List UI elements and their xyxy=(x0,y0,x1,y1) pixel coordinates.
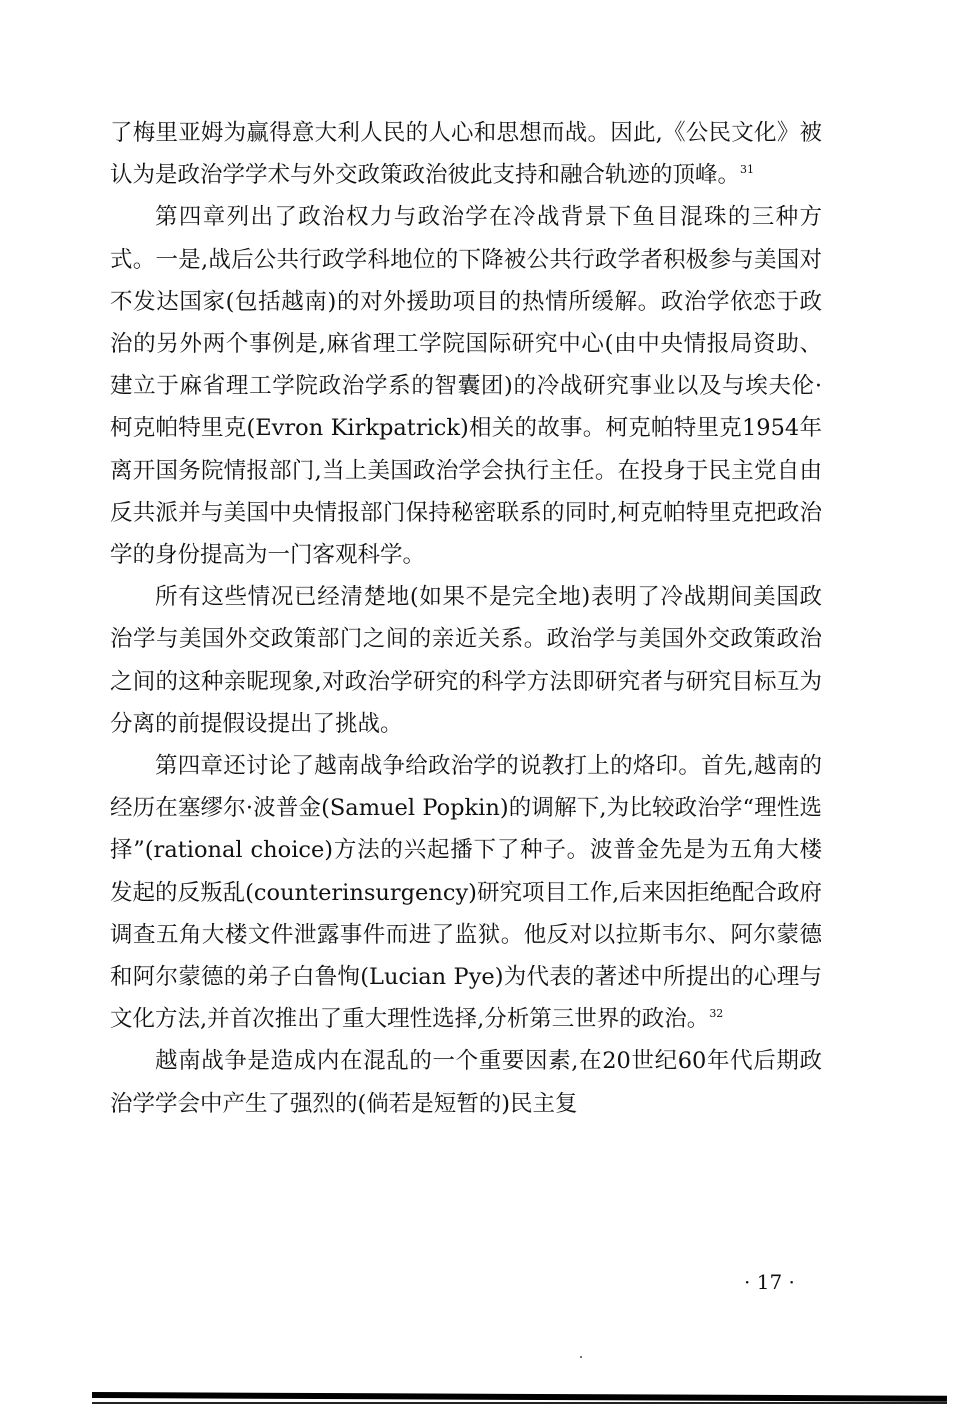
paragraph-4-text: 第四章还讨论了越南战争给政治学的说教打上的烙印。首先,越南的经历在塞缪尔·波普金(Samuel Popkin)的调解下,为比较政治学“理性选择”(rational choice)方法的兴起播下了种子。波普金先是为五角大楼发起的反叛乱(counterinsurgency)研究项目工作,后来因拒绝配合政府调查五角大楼文件泄露事件而进了监狱。他反对以拉斯韦尔、阿尔蒙德和阿尔蒙德的弟子白鲁恂(Lucian Pye)为代表的著述中所提出的心理与文化方法,并首次推出了重大理性选择,分析第三世界的政治。 xyxy=(110,753,822,1033)
paragraph-4 xyxy=(110,745,822,1040)
paragraph-5 xyxy=(110,1040,822,1124)
paragraph-2-text: 第四章列出了政治权力与政治学在冷战背景下鱼目混珠的三种方式。一是,战后公共行政学科地位的下降被公共行政学者积极参与美国对不发达国家(包括越南)的对外援助项目的热情所缓解。政治学依恋于政治的另外两个事例是,麻省理工学院国际研究中心(由中央情报局资助、建立于麻省理工学院政治学系的智囊团)的冷战研究事业以及与埃夫伦·柯克帕特里克(Evron Kirkpatrick)相关的故事。柯克帕特里克1954年离开国务院情报部门,当上美国政治学会执行主任。在投身于民主党自由反共派并与美国中央情报部门保持秘密联系的同时,柯克帕特里克把政治学的身份提高为一门客观科学。 xyxy=(110,204,822,569)
body-text xyxy=(110,112,822,1125)
page-number: · 17 · xyxy=(744,1270,795,1294)
paragraph-5-text: 越南战争是造成内在混乱的一个重要因素,在20世纪60年代后期政治学学会中产生了强烈的(倘若是短暂的)民主复 xyxy=(110,1048,822,1117)
scan-speck xyxy=(580,1356,582,1358)
footnote-ref-32: 32 xyxy=(709,1006,724,1020)
paragraph-2 xyxy=(110,196,822,576)
paragraph-1 xyxy=(110,112,822,196)
footnote-ref-31: 31 xyxy=(740,162,755,176)
paragraph-3 xyxy=(110,576,822,745)
scan-edge-shadow xyxy=(92,1402,947,1404)
paragraph-3-text: 所有这些情况已经清楚地(如果不是完全地)表明了冷战期间美国政治学与美国外交政策部门之间的亲近关系。政治学与美国外交政策政治之间的这种亲昵现象,对政治学研究的科学方法即研究者与研究目标互为分离的前提假设提出了挑战。 xyxy=(110,584,822,737)
paragraph-1-text: 了梅里亚姆为赢得意大利人民的人心和思想而战。因此,《公民文化》被认为是政治学学术与外交政策政治彼此支持和融合轨迹的顶峰。 xyxy=(110,120,822,189)
scan-edge-line xyxy=(92,1392,947,1402)
